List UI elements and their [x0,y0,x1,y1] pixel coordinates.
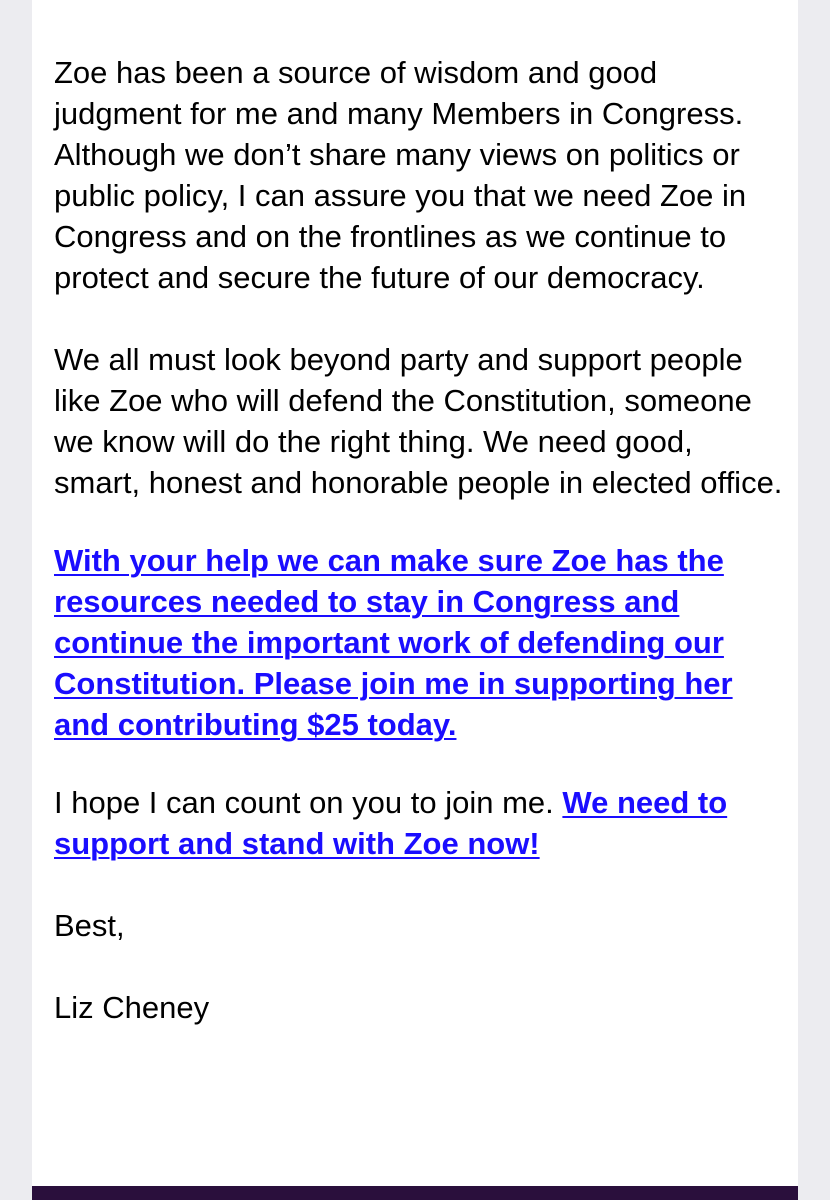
paragraph-beyond-party: We all must look beyond party and support people like Zoe who will defend the Constitution, someone we know will do the right thing. We need good, smart, honest and honorable people in elected office. [54,342,783,500]
cta-paragraph [54,540,784,745]
paragraph-wisdom: Zoe has been a source of wisdom and good judgment for me and many Members in Congress. Although we don’t share many views on politics or public policy, I can assure you that we need Zoe in Congress and on the frontlines as we continue to protect and secure the future of our democracy. [54,55,747,295]
closing-paragraph [54,782,784,864]
signoff: Best, [54,908,125,943]
closing-text: I hope I can count on you to join me. [54,785,563,820]
stand-with-zoe-link[interactable]: We need to support and stand with Zoe now! [54,785,728,861]
signature: Liz Cheney [54,990,210,1025]
email-content [54,52,784,1028]
footer-bar [32,1186,798,1200]
contribute-25-link[interactable]: With your help we can make sure Zoe has the resources needed to stay in Congress and continue the important work of defending our Constitution. Please join me in supporting her and contributing $25 today. [54,543,733,742]
email-body [32,0,798,1200]
